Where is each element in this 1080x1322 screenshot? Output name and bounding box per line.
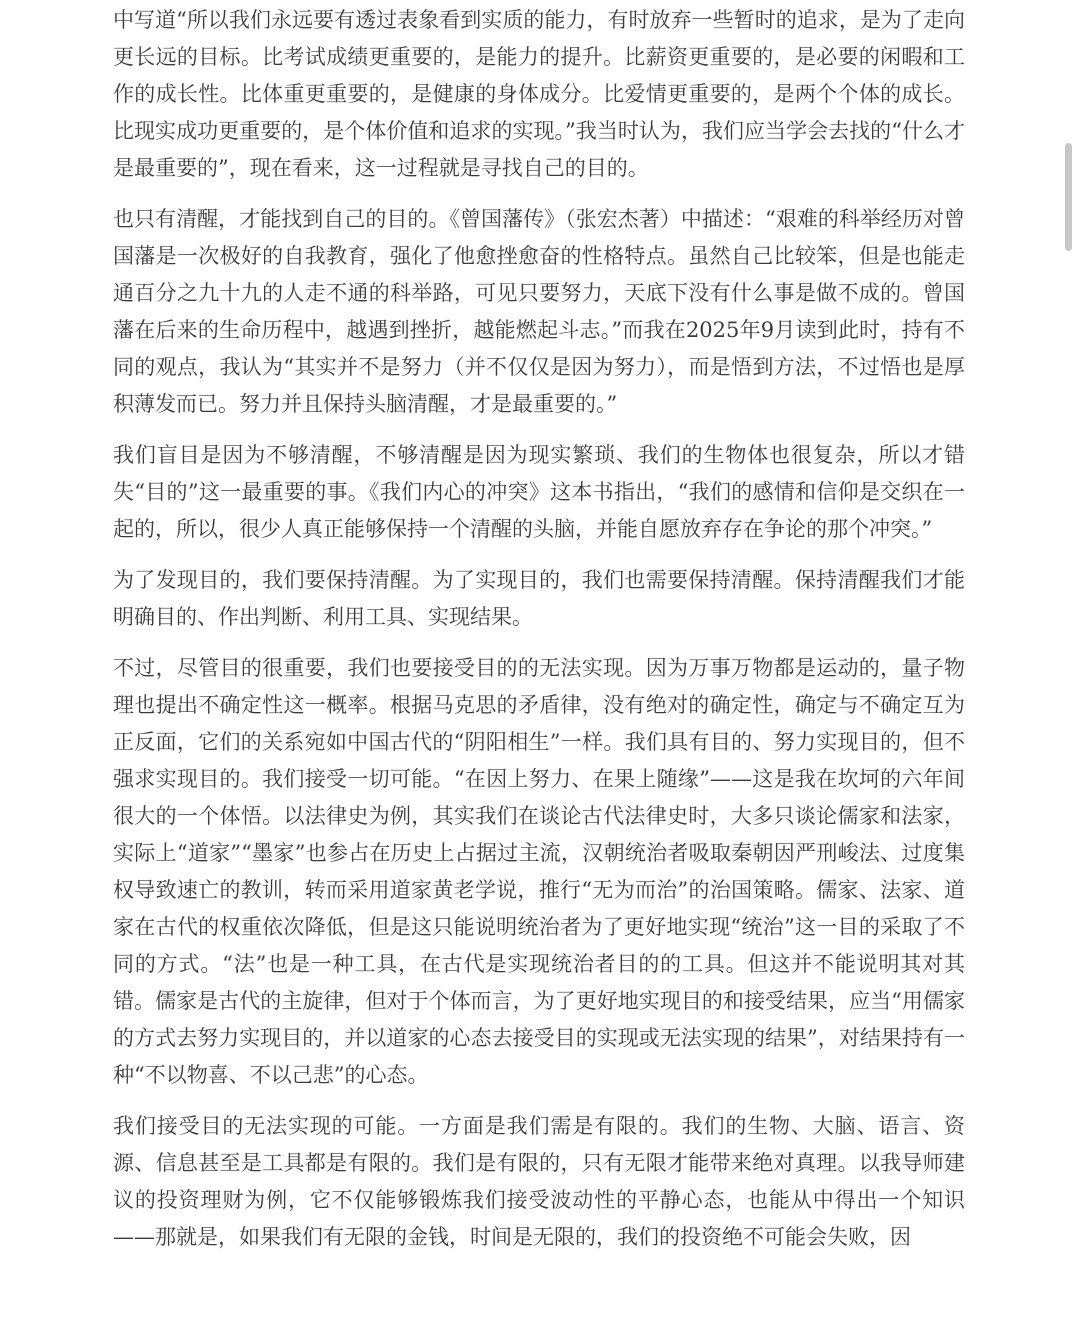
paragraph-4: 为了发现目的，我们要保持清醒。为了实现目的，我们也需要保持清醒。保持清醒我们才能明确目的、作出判断、利用工具、实现结果。 xyxy=(113,568,965,629)
article-body xyxy=(113,0,965,1270)
paragraph-5: 不过，尽管目的很重要，我们也要接受目的的无法实现。因为万事万物都是运动的，量子物理也提出不确定性这一概率。根据马克思的矛盾律，没有绝对的确定性，确定与不确定互为正反面，它们的关系宛如中国古代的“阴阳相生”一样。我们具有目的、努力实现目的，但不强求实现目的。我们接受一切可能。“在因上努力、在果上随缘”——这是我在坎坷的六年间很大的一个体悟。以法律史为例，其实我们在谈论古代法律史时，大多只谈论儒家和法家，实际上“道家”“墨家”也参占在历史上占据过主流，汉朝统治者吸取秦朝因严刑峻法、过度集权导致速亡的教训，转而采用道家黄老学说，推行“无为而治”的治国策略。儒家、法家、道家在古代的权重依次降低，但是这只能说明统治者为了更好地实现“统治”这一目的采取了不同的方式。“法”也是一种工具，在古代是实现统治者目的的工具。但这并不能说明其对其错。儒家是古代的主旋律，但对于个体而言，为了更好地实现目的和接受结果，应当“用儒家的方式去努力实现目的，并以道家的心态去接受目的实现或无法实现的结果”，对结果持有一种“不以物喜、不以己悲”的心态。 xyxy=(113,656,965,1087)
paragraph-1: 中写道“所以我们永远要有透过表象看到实质的能力，有时放弃一些暂时的追求，是为了走向更长远的目标。比考试成绩更重要的，是能力的提升。比薪资更重要的，是必要的闲暇和工作的成长性。比体重更重要的，是健康的身体成分。比爱情更重要的，是两个个体的成长。比现实成功更重要的，是个体价值和追求的实现。”我当时认为，我们应当学会去找的“什么才是最重要的”，现在看来，这一过程就是寻找自己的目的。 xyxy=(113,8,965,180)
scrollbar-thumb[interactable] xyxy=(1065,143,1072,251)
paragraph-6: 我们接受目的无法实现的可能。一方面是我们需是有限的。我们的生物、大脑、语言、资源、信息甚至是工具都是有限的。我们是有限的，只有无限才能带来绝对真理。以我导师建议的投资理财为例，它不仅能够锻炼我们接受波动性的平静心态，也能从中得出一个知识——那就是，如果我们有无限的金钱，时间是无限的，我们的投资绝不可能会失败，因 xyxy=(113,1114,965,1249)
paragraph-3: 我们盲目是因为不够清醒，不够清醒是因为现实繁琐、我们的生物体也很复杂，所以才错失“目的”这一最重要的事。《我们内心的冲突》这本书指出，“我们的感情和信仰是交织在一起的，所以，很少人真正能够保持一个清醒的头脑，并能自愿放弃存在争论的那个冲突。” xyxy=(113,443,965,541)
paragraph-2: 也只有清醒，才能找到自己的目的。《曾国藩传》（张宏杰著）中描述：“艰难的科举经历对曾国藩是一次极好的自我教育，强化了他愈挫愈奋的性格特点。虽然自己比较笨，但是也能走通百分之九十九的人走不通的科举路，可见只要努力，天底下没有什么事是做不成的。曾国藩在后来的生命历程中，越遇到挫折，越能燃起斗志。”而我在2025年9月读到此时，持有不同的观点，我认为“其实并不是努力（并不仅仅是因为努力），而是悟到方法，不过悟也是厚积薄发而已。努力并且保持头脑清醒，才是最重要的。” xyxy=(113,207,965,416)
